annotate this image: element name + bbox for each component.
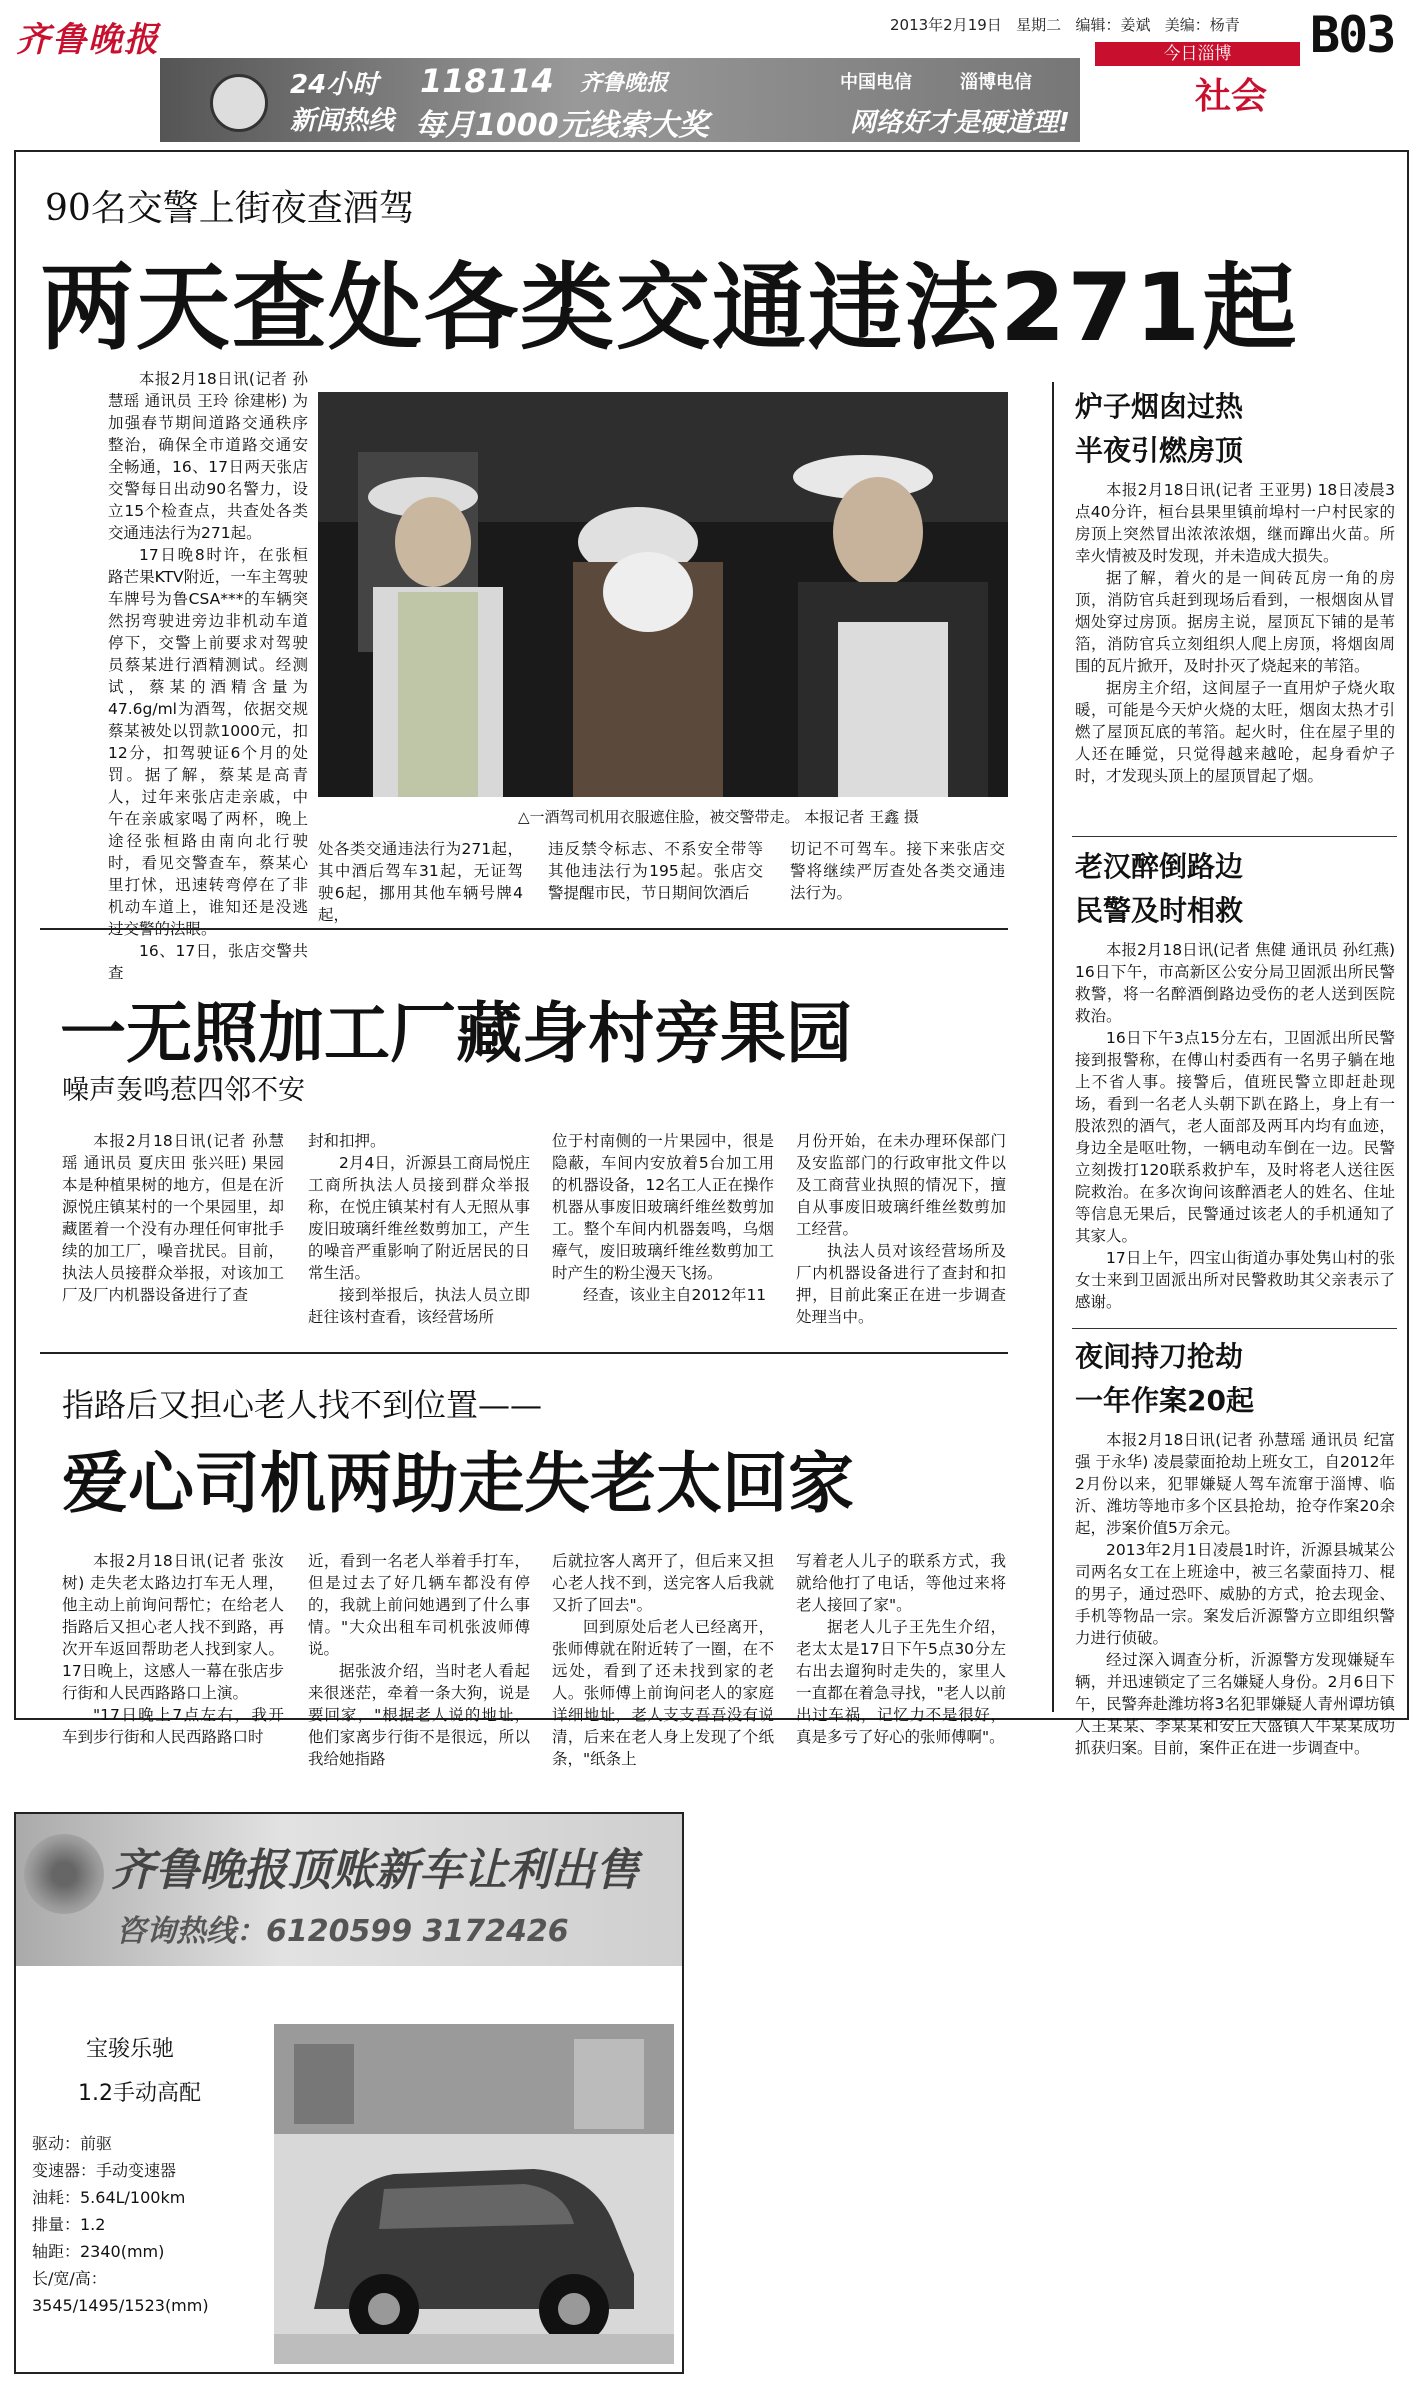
side2-headline: 老汉醉倒路边: [1075, 850, 1244, 883]
story1-para: 违反禁令标志、不系安全带等其他违法行为195起。张店交警提醒市民，节日期间饮酒后: [548, 840, 763, 902]
side2: [1075, 845, 1395, 1325]
story3-para: 写着老人儿子的联系方式，我就给他打了电话，等他过来将老人接回了家"。: [796, 1552, 1006, 1614]
side2-para: 本报2月18日讯(记者 焦健 通讯员 孙红燕) 16日下午，市高新区公安分局卫固派出所民警救警，将一名醉酒倒路边受伤的老人送到医院救治。: [1075, 941, 1395, 1025]
side3-headline-2: 一年作案20起: [1075, 1384, 1254, 1417]
issue-date: 2013年2月19日: [890, 16, 1002, 34]
story1-para: 16、17日，张店交警共查: [108, 942, 308, 982]
side1-para: 本报2月18日讯(记者 王亚男) 18日凌晨3点40分许，桓台县果里镇前埠村一户村民家的房顶上突然冒出浓浓浓烟，继而蹿出火苗。所幸火情被及时发现，并未造成大损失。: [1075, 481, 1395, 565]
page-number: B03: [1310, 6, 1395, 64]
car-photo: [274, 2024, 674, 2364]
story1-para: 处各类交通违法行为271起，其中酒后驾车31起，无证驾驶6起，挪用其他车辆号牌4起，: [318, 840, 523, 924]
car-specs: [32, 2130, 262, 2319]
ad-title: 齐鲁晚报顶账新车让利出售: [111, 1845, 639, 1896]
side1-para: 据了解，着火的是一间砖瓦房一角的房顶，消防官兵赶到现场后看到，一根烟囱从冒烟处穿过房顶。据房主说，屋顶瓦下铺的是苇箔，消防官兵立刻组织人爬上房顶，将烟囱周围的瓦片掀开，及时扑灭了烧起来的苇箔。: [1075, 569, 1395, 675]
banner-tagline: 网络好才是硬道理!: [850, 108, 1070, 138]
issue-weekday: 星期二: [1016, 16, 1062, 34]
flower-icon: [24, 1834, 104, 1914]
story2-para: 位于村南侧的一片果园中，很是隐蔽，车间内安放着5台加工用的机器设备，12名工人正在操作机器从事废旧玻璃纤维丝数剪加工。整个车间内机器轰鸣，乌烟瘴气，废旧玻璃纤维丝数剪加工时产生的粉尘漫天飞扬。: [552, 1132, 774, 1282]
newspaper-logo: 齐鲁晚报: [16, 20, 160, 60]
story2-para: 执法人员对该经营场所及厂内机器设备进行了查封和扣押，目前此案正在进一步调查处理当中。: [796, 1242, 1006, 1326]
side1-para: 据房主介绍，这间屋子一直用炉子烧火取暖，可能是今天炉火烧的太旺，烟囱太热才引燃了屋顶瓦底的苇箔。起火时，住在屋子里的人还在睡觉，只觉得越来越呛，起身看炉子时，才发现头顶上的屋顶冒起了烟。: [1075, 679, 1395, 785]
story1-col2: [318, 838, 523, 924]
car-spec-line: 长/宽/高：3545/1495/1523(mm): [32, 2269, 209, 2315]
car-spec-line: 驱动：前驱: [32, 2134, 113, 2153]
banner-partner-2: 淄博电信: [960, 72, 1032, 93]
banner-hotline-2: 新闻热线: [290, 106, 395, 136]
story1-para: 本报2月18日讯(记者 孙慧瑶 通讯员 王玲 徐建彬) 为加强春节期间道路交通秩序整治，确保全市道路交通安全畅通，16、17日两天张店交警每日出动90名警力，设立15个检查点，共查处各类交通违法行为271起。: [108, 370, 308, 542]
story2-subhead: 噪声轰鸣惹四邻不安: [62, 1075, 305, 1106]
side3-para: 2013年2月1日凌晨1时许，沂源县城某公司两名女工在上班途中，被三名蒙面持刀、棍的男子，通过恐吓、威胁的方式，抢去现金、手机等物品一宗。案发后沂源警方立即组织警力进行侦破。: [1075, 1541, 1395, 1647]
banner-slogan-text-2: 线索大奖: [588, 108, 709, 143]
police-checkpoint-photo: [318, 392, 1008, 797]
side1-headline-2: 半夜引燃房顶: [1075, 434, 1244, 467]
divider: [40, 928, 1008, 930]
story1-col4: [790, 838, 1005, 913]
story1-col1: [108, 368, 308, 982]
side3-para: 本报2月18日讯(记者 孙慧瑶 通讯员 纪富强 于永华) 凌晨蒙面抢劫上班女工，自2012年2月份以来，犯罪嫌疑人驾车流窜于淄博、临沂、潍坊等地市多个区县抢劫，抢夺作案20余起，涉案价值5万余元。: [1075, 1431, 1395, 1537]
divider: [40, 1352, 1008, 1354]
story1-caption: △一酒驾司机用衣服遮住脸，被交警带走。 本报记者 王鑫 摄: [518, 808, 919, 826]
story3-headline: 爱心司机两助走失老太回家: [62, 1445, 854, 1522]
car-spec-line: 变速器：手动变速器: [32, 2161, 177, 2180]
side3-headline: 夜间持刀抢劫: [1075, 1340, 1244, 1373]
story3-para: 近，看到一名老人举着手打车，但是过去了好几辆车都没有停的，我就上前问她遇到了什么事情。"大众出租车司机张波师傅说。: [308, 1552, 530, 1658]
column-rule: [1052, 382, 1054, 1712]
story1-headline: 两天查处各类交通违法271起: [40, 254, 1299, 363]
story2-para: 2月4日，沂源县工商局悦庄工商所执法人员接到群众举报称，在悦庄镇某村有人无照从事废旧玻璃纤维丝数剪加工，产生的噪音严重影响了附近居民的日常生活。: [308, 1154, 530, 1282]
car-model: 1.2手动高配: [78, 2081, 201, 2106]
story3-col2: [308, 1550, 530, 1768]
divider: [1072, 1328, 1397, 1329]
story3-col3: [552, 1550, 774, 1768]
side3-para: 经过深入调查分析，沂源警方发现嫌疑车辆，并迅速锁定了三名嫌疑人身份。2月6日下午，民警奔赴潍坊将3名犯罪嫌疑人青州谭坊镇人王某某、李某某和安丘大盛镇人牛某某成功抓获归案。目前，案件正在进一步调查中。: [1075, 1651, 1395, 1757]
car-image: [274, 2024, 674, 2364]
story2-col4: [796, 1130, 1006, 1345]
story2-col1: [62, 1130, 284, 1345]
story1-col3: [548, 838, 763, 913]
story2-para: 封和扣押。: [308, 1132, 386, 1150]
car-spec-line: 轴距：2340(mm): [32, 2242, 165, 2261]
side2-headline-2: 民警及时相救: [1075, 894, 1244, 927]
phone-icon: [210, 74, 268, 132]
story2-para: 月份开始，在未办理环保部门及安监部门的行政审批文件以及工商营业执照的情况下，擅自从事废旧玻璃纤维丝数剪加工经营。: [796, 1132, 1006, 1238]
side3: [1075, 1335, 1395, 1757]
banner-partner: 中国电信: [840, 72, 912, 93]
edition-tag: 今日淄博: [1095, 42, 1300, 66]
issue-info: [890, 14, 1240, 35]
side2-para: 16日下午3点15分左右，卫固派出所民警接到报警称，在傅山村委西有一名男子躺在地上不省人事。接警后，值班民警立即赶赴现场，看到一名老人头朝下趴在路上，身上有一股浓烈的酒气，老人面部及两耳内均有血迹，身边全是呕吐物，一辆电动车倒在一边。民警立刻拨打120联系救护车，及时将老人送往医院救治。在多次询问该醉酒老人的姓名、住址等信息无果后，民警通过该老人的手机通知了其家人。: [1075, 1029, 1395, 1245]
side2-para: 17日上午，四宝山街道办事处隽山村的张女士来到卫固派出所对民警救助其父亲表示了感谢。: [1075, 1249, 1395, 1311]
story3-col1: [62, 1550, 284, 1746]
story2-col3: [552, 1130, 774, 1345]
ad-header: [16, 1814, 682, 1966]
story3-para: 据老人儿子王先生介绍，老太太是17日下午5点30分左右出去遛狗时走失的，家里人一直都在着急寻找，"老人以前出过车祸，记忆力不是很好，真是多亏了好心的张师傅啊"。: [796, 1618, 1006, 1746]
hotline-banner: [160, 58, 1080, 142]
side1-headline: 炉子烟囱过热: [1075, 390, 1244, 423]
car-spec-line: 排量：1.2: [32, 2215, 106, 2234]
story3-para: 回到原处后老人已经离开，张师傅就在附近转了一圈，在不远处，看到了还未找到家的老人。张师傅上前询问老人的家庭详细地址，老人支支吾吾没有说清，后来在老人身上发现了个纸条，"纸条上: [552, 1618, 774, 1768]
side1: [1075, 385, 1395, 827]
banner-slogan-text: 每月1000元: [415, 108, 589, 143]
story1-para: 切记不可驾车。接下来张店交警将继续严厉查处各类交通违法行为。: [790, 840, 1005, 902]
banner-hotline: 24小时: [290, 70, 379, 100]
editor-credit: 编辑：姜斌: [1075, 16, 1151, 34]
section-name: 社会: [1195, 76, 1268, 117]
story3-para: 后就拉客人离开了，但后来又担心老人找不到，送完客人后我就又折了回去"。: [552, 1552, 774, 1614]
story3-para: 据张波介绍，当时老人看起来很迷茫，牵着一条大狗，说是要回家，"根据老人说的地址，他们家离步行街不是很远，所以我给她指路: [308, 1662, 530, 1768]
story1-photo: [318, 392, 1008, 797]
car-ad: [14, 1812, 684, 2374]
banner-number: 118114: [420, 62, 554, 100]
ad-hotline: 咨询热线：6120599 3172426: [116, 1914, 569, 1949]
story2-para: 本报2月18日讯(记者 孙慧瑶 通讯员 夏庆田 张兴旺) 果园本是种植果树的地方，但是在沂源悦庄镇某村的一个果园里，却藏匿着一个没有办理任何审批手续的加工厂，噪音扰民。目前，执法人员接群众举报，对该加工厂及厂内机器设备进行了查: [62, 1132, 284, 1304]
story3-kicker: 指路后又担心老人找不到位置——: [62, 1386, 543, 1424]
story2-headline: 一无照加工厂藏身村旁果园: [60, 995, 852, 1072]
car-spec-line: 油耗：5.64L/100km: [32, 2188, 186, 2207]
story3-para: "17日晚上7点左右，我开车到步行街和人民西路路口时: [62, 1706, 284, 1746]
designer-credit: 美编：杨青: [1164, 16, 1240, 34]
divider: [1072, 836, 1397, 837]
story2-para: 接到举报后，执法人员立即赶往该村查看，该经营场所: [308, 1286, 530, 1326]
story1-kicker: 90名交警上街夜查酒驾: [45, 188, 415, 229]
story1-para: 17日晚8时许，在张桓路芒果KTV附近，一车主驾驶车牌号为鲁CSA***的车辆突然拐弯驶进旁边非机动车道停下，交警上前要求对驾驶员蔡某进行酒精测试。经测试，蔡某的酒精含量为47.6g/ml为酒驾，依据交规蔡某被处以罚款1000元，扣12分，扣驾驶证6个月的处罚。据了解，蔡某是高青人，过年来张店走亲戚，中午在亲戚家喝了两杯，晚上途径张桓路由南向北行驶时，看见交警查车，蔡某心里打怵，迅速转弯停在了非机动车道上，谁知还是没逃过交警的法眼。: [108, 546, 308, 938]
car-name: 宝骏乐驰: [86, 2037, 175, 2062]
story2-para: 经查，该业主自2012年11: [583, 1286, 767, 1304]
story2-col2: [308, 1130, 530, 1345]
banner-logo-mark: 齐鲁晚报: [580, 71, 669, 96]
banner-slogan: [415, 100, 709, 144]
story3-para: 本报2月18日讯(记者 张汝树) 走失老太路边打车无人理，他主动上前询问帮忙；在给老人指路后又担心老人找不到路，再次开车返回帮助老人找到家人。17日晚上，这感人一幕在张店步行街和人民西路路口上演。: [62, 1552, 284, 1702]
story3-col4: [796, 1550, 1006, 1746]
